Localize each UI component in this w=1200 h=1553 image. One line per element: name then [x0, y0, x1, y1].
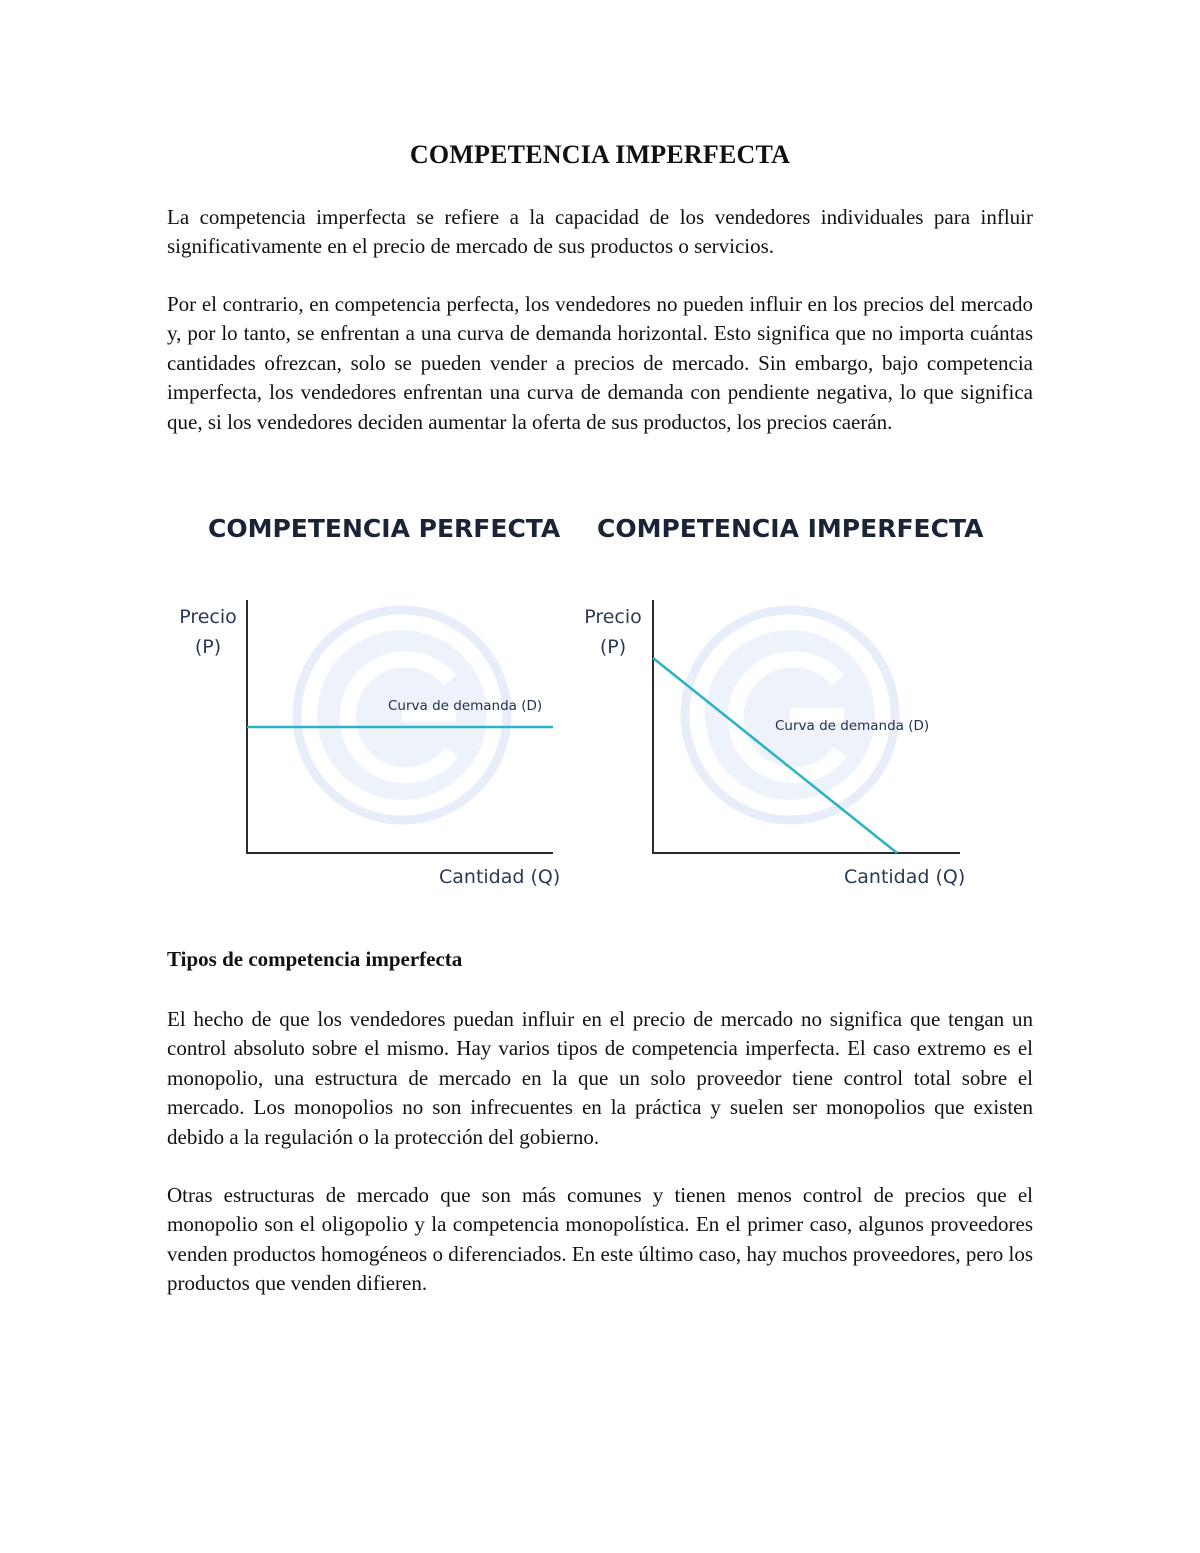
left-curve-label: Curva de demanda (D): [388, 698, 543, 714]
right-chart-title: COMPETENCIA IMPERFECTA: [597, 514, 984, 543]
demand-curves-svg: [160, 490, 1040, 910]
right-curve-label: Curva de demanda (D): [775, 718, 930, 734]
types-paragraph: El hecho de que los vendedores puedan influir en el precio de mercado no significa que tengan un control absoluto sobre el mismo. Hay varios tipos de competencia imperfecta. El caso extremo es el monopolio, una estructura de mercado en la que un solo proveedor tiene control total sobre el mercado. Los monopolios no son infrecuentes en la práctica y suelen ser monopolios que existen debido a la regulación o la protección del gobierno.: [167, 1007, 1033, 1149]
comparison-paragraph: Por el contrario, en competencia perfecta, los vendedores no pueden influir en los precios del mercado y, por lo tanto, se enfrentan a una curva de demanda horizontal. Esto significa que no importa cuántas cantidades ofrezcan, solo se pueden vender a precios de mercado. Sin embargo, bajo competencia imperfecta, los vendedores enfrentan una curva de demanda con pendiente negativa, lo que significa que, si los vendedores deciden aumentar la oferta de sus productos, los precios caerán.: [167, 292, 1033, 434]
demand-curves-figure: [160, 490, 1040, 910]
document-title: COMPETENCIA IMPERFECTA: [409, 140, 791, 169]
watermark-logo-right: [685, 610, 895, 820]
market-structures-paragraph: Otras estructuras de mercado que son más comunes y tienen menos control de precios que el monopolio son el oligopolio y la competencia monopolística. En el primer caso, algunos proveedores venden productos homogéneos o diferenciados. En este último caso, hay muchos proveedores, pero los productos que venden difieren.: [167, 1183, 1033, 1296]
intro-paragraph: La competencia imperfecta se refiere a la capacidad de los vendedores individuales para influir significativamente en el precio de mercado de sus productos o servicios.: [167, 205, 1033, 259]
left-y-label-line1: Precio: [179, 606, 237, 628]
right-y-label-line2: (P): [599, 636, 627, 658]
left-y-label-line2: (P): [194, 636, 222, 658]
left-x-label: Cantidad (Q): [439, 866, 561, 888]
section-heading: Tipos de competencia imperfecta: [167, 947, 463, 971]
left-chart-title: COMPETENCIA PERFECTA: [208, 514, 561, 543]
right-y-label-line1: Precio: [584, 606, 642, 628]
right-x-label: Cantidad (Q): [844, 866, 966, 888]
watermark-logo-left: [297, 610, 507, 820]
